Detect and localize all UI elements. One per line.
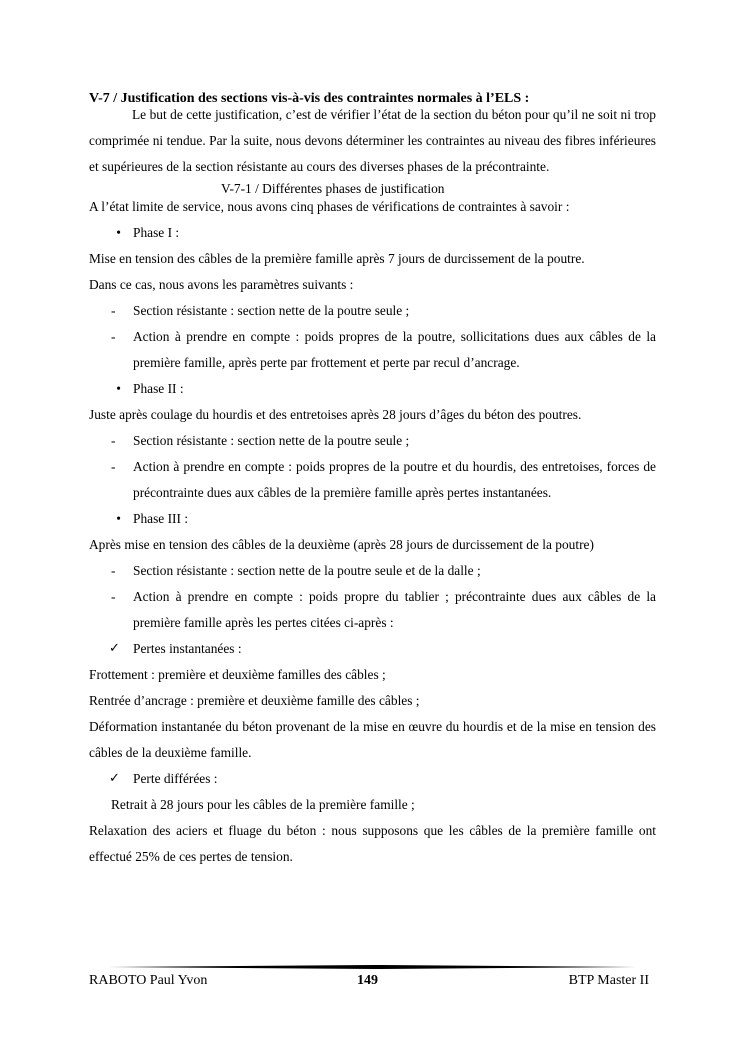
footer-rule	[108, 965, 640, 969]
bullet-icon: •	[116, 381, 121, 396]
phase-1-desc-1: Mise en tension des câbles de la première famille après 7 jours de durcissement de la poutre.	[89, 251, 585, 266]
instant-losses-line-2: Rentrée d’ancrage : première et deuxième famille des câbles ;	[89, 693, 420, 708]
deferred-losses-line-1: Retrait à 28 jours pour les câbles de la première famille ;	[111, 797, 415, 812]
deferred-losses-title: Perte différées :	[133, 771, 218, 786]
phase-1-item-2	[89, 324, 656, 376]
instant-losses-check	[89, 636, 656, 662]
footer-page-number: 149	[357, 973, 378, 988]
phase-3-bullet	[89, 506, 656, 532]
footer-author: RABOTO Paul Yvon	[89, 973, 208, 988]
subsection-title: V-7-1 / Différentes phases de justification	[221, 181, 445, 196]
phase-2-title: Phase II :	[133, 381, 184, 396]
phase-1-item-2-text: Action à prendre en compte : poids propres de la poutre, sollicitations dues aux câbles de la première famille, après perte par frottement et perte par recul d’ancrage.	[133, 329, 656, 370]
bullet-icon: •	[116, 225, 121, 240]
instant-losses-line-3: Déformation instantanée du béton provenant de la mise en œuvre du hourdis et de la mise en tension des câbles de la deuxième famille.	[89, 719, 656, 760]
phase-3-item-2	[89, 584, 656, 636]
instant-losses-title: Pertes instantanées :	[133, 641, 242, 656]
checkmark-icon: ✓	[109, 771, 120, 786]
dash-icon: -	[111, 433, 116, 448]
phase-2-item-1	[89, 428, 656, 454]
phase-1-item-1	[89, 298, 656, 324]
phase-1-bullet	[89, 220, 656, 246]
phase-2-desc: Juste après coulage du hourdis et des entretoises après 28 jours d’âges du béton des poutres.	[89, 407, 582, 422]
phase-3-desc: Après mise en tension des câbles de la deuxième (après 28 jours de durcissement de la poutre)	[89, 537, 594, 552]
dash-icon: -	[111, 303, 116, 318]
phase-2-item-1-text: Section résistante : section nette de la poutre seule ;	[133, 433, 410, 448]
page-footer	[89, 973, 649, 993]
phase-3-item-1	[89, 558, 656, 584]
phase-3-item-1-text: Section résistante : section nette de la poutre seule et de la dalle ;	[133, 563, 481, 578]
phase-1-title: Phase I :	[133, 225, 180, 240]
dash-icon: -	[111, 589, 116, 604]
phase-2-item-2-text: Action à prendre en compte : poids propres de la poutre et du hourdis, des entretoises, forces de précontrainte dues aux câbles de la première famille après pertes instantanées.	[133, 459, 656, 500]
page-content	[89, 90, 656, 870]
bullet-icon: •	[116, 511, 121, 526]
intro-paragraph: Le but de cette justification, c’est de vérifier l’état de la section du béton pour qu’il ne soit ni trop comprimée ni tendue. Par la suite, nous devons déterminer les contraintes au niveau des fibres inférieures et supérieures de la section résistante au cours des diverses phases de la précontrainte.	[89, 107, 656, 174]
phase-3-title: Phase III :	[133, 511, 189, 526]
phase-2-bullet	[89, 376, 656, 402]
deferred-losses-line-2: Relaxation des aciers et fluage du béton : nous supposons que les câbles de la première famille ont effectué 25% de ces pertes de tension.	[89, 823, 656, 864]
checkmark-icon: ✓	[109, 641, 120, 656]
section-title: V-7 / Justification des sections vis-à-vis des contraintes normales à l’ELS :	[89, 91, 530, 106]
dash-icon: -	[111, 563, 116, 578]
dash-icon: -	[111, 329, 116, 344]
phase-3-item-2-text: Action à prendre en compte : poids propre du tablier ; précontrainte dues aux câbles de la première famille après les pertes citées ci-après :	[133, 589, 656, 630]
phase-1-item-1-text: Section résistante : section nette de la poutre seule ;	[133, 303, 410, 318]
phase-2-item-2	[89, 454, 656, 506]
deferred-losses-check	[89, 766, 656, 792]
instant-losses-line-1: Frottement : première et deuxième familles des câbles ;	[89, 667, 386, 682]
subsection-intro: A l’état limite de service, nous avons cinq phases de vérifications de contraintes à savoir :	[89, 199, 570, 214]
footer-program: BTP Master II	[568, 973, 649, 988]
dash-icon: -	[111, 459, 116, 474]
phase-1-desc-2: Dans ce cas, nous avons les paramètres suivants :	[89, 277, 354, 292]
